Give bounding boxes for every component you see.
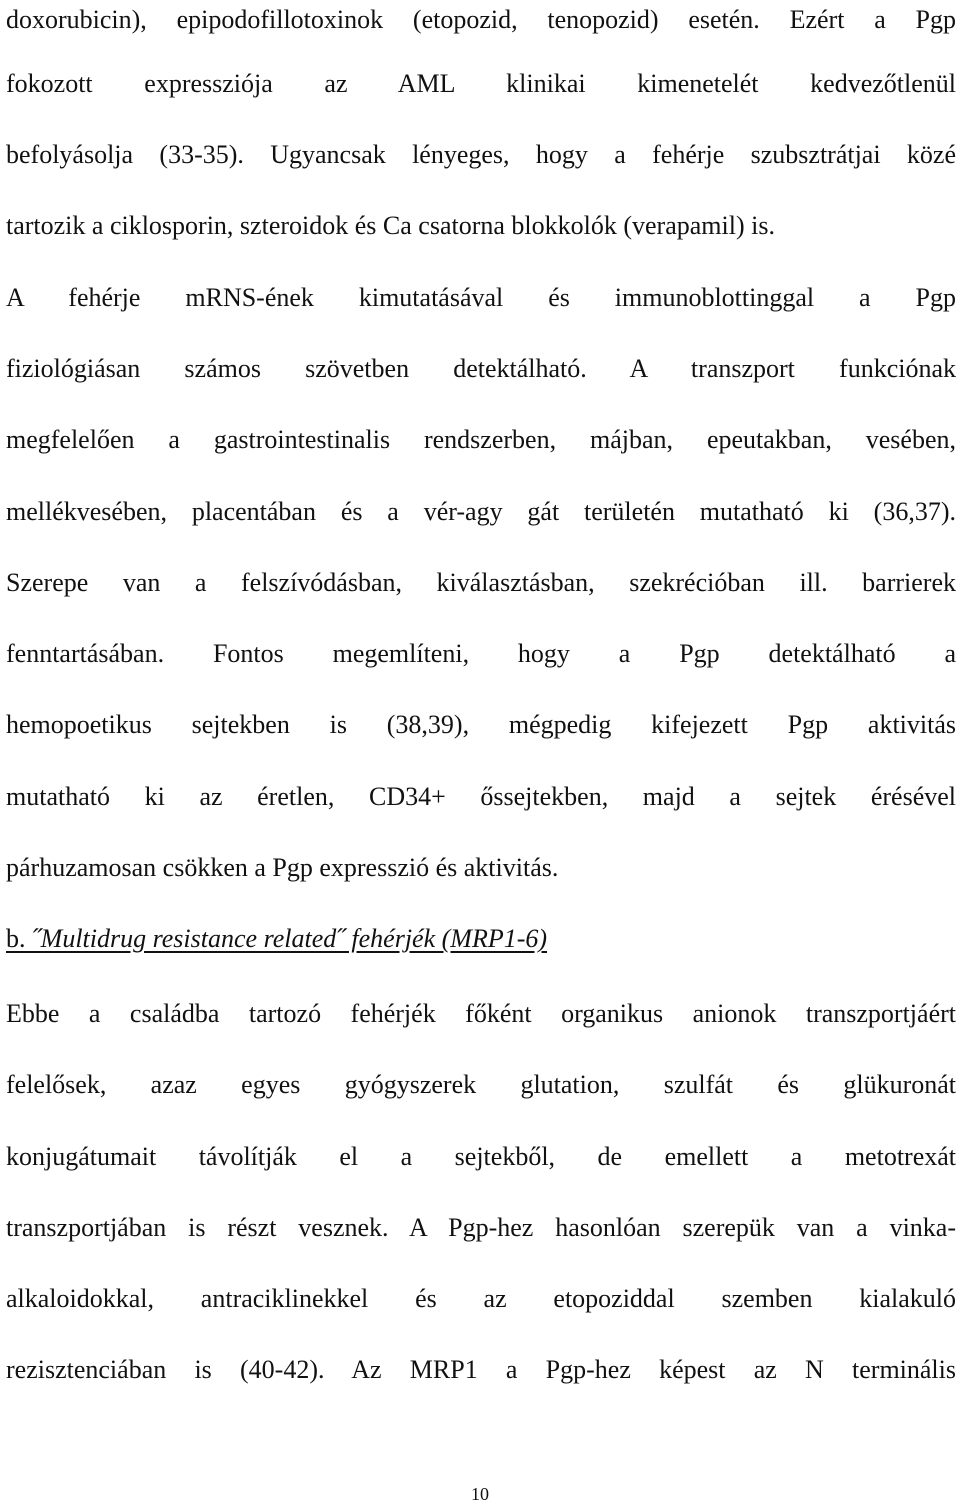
- text-line: konjugátumait távolítják el a sejtekből, de emellett a metotrexát: [6, 1142, 956, 1171]
- section-heading-label: b.: [6, 924, 26, 953]
- text-line: fokozott expressziója az AML klinikai kimenetelét kedvezőtlenül: [6, 69, 956, 98]
- text-line: Szerepe van a felszívódásban, kiválasztásban, szekrécióban ill. barrierek: [6, 568, 956, 597]
- section-heading: [6, 923, 547, 955]
- text-line: alkaloidokkal, antraciklinekkel és az etopoziddal szemben kialakuló: [6, 1284, 956, 1313]
- text-line: felelősek, azaz egyes gyógyszerek glutation, szulfát és glükuronát: [6, 1070, 956, 1099]
- text-line: fiziológiásan számos szövetben detektálható. A transzport funkciónak: [6, 354, 956, 383]
- text-line: rezisztenciában is (40-42). Az MRP1 a Pgp-hez képest az N terminális: [6, 1355, 956, 1384]
- text-line: fenntartásában. Fontos megemlíteni, hogy a Pgp detektálható a: [6, 639, 956, 668]
- text-line: párhuzamosan csökken a Pgp expresszió és aktivitás.: [6, 853, 559, 882]
- text-line: hemopoetikus sejtekben is (38,39), mégpedig kifejezett Pgp aktivitás: [6, 710, 956, 739]
- text-line: A fehérje mRNS-ének kimutatásával és immunoblottinggal a Pgp: [6, 283, 956, 312]
- text-line: mellékvesében, placentában és a vér-agy gát területén mutatható ki (36,37).: [6, 497, 956, 526]
- text-line: befolyásolja (33-35). Ugyancsak lényeges, hogy a fehérje szubsztrátjai közé: [6, 140, 956, 169]
- text-line: Ebbe a családba tartozó fehérjék főként organikus anionok transzportjáért: [6, 999, 956, 1028]
- text-line: transzportjában is részt vesznek. A Pgp-hez hasonlóan szerepük van a vinka-: [6, 1213, 956, 1242]
- text-line: megfelelően a gastrointestinalis rendszerben, májban, epeutakban, vesében,: [6, 425, 956, 454]
- page-number: 10: [471, 1484, 489, 1504]
- section-heading-title: ˝Multidrug resistance related˝ fehérjék (MRP1-6): [32, 924, 548, 953]
- text-line: mutatható ki az éretlen, CD34+ őssejtekben, majd a sejtek érésével: [6, 782, 956, 811]
- text-line: tartozik a ciklosporin, szteroidok és Ca csatorna blokkolók (verapamil) is.: [6, 211, 775, 240]
- text-line: doxorubicin), epipodofillotoxinok (etopozid, tenopozid) esetén. Ezért a Pgp: [6, 5, 956, 34]
